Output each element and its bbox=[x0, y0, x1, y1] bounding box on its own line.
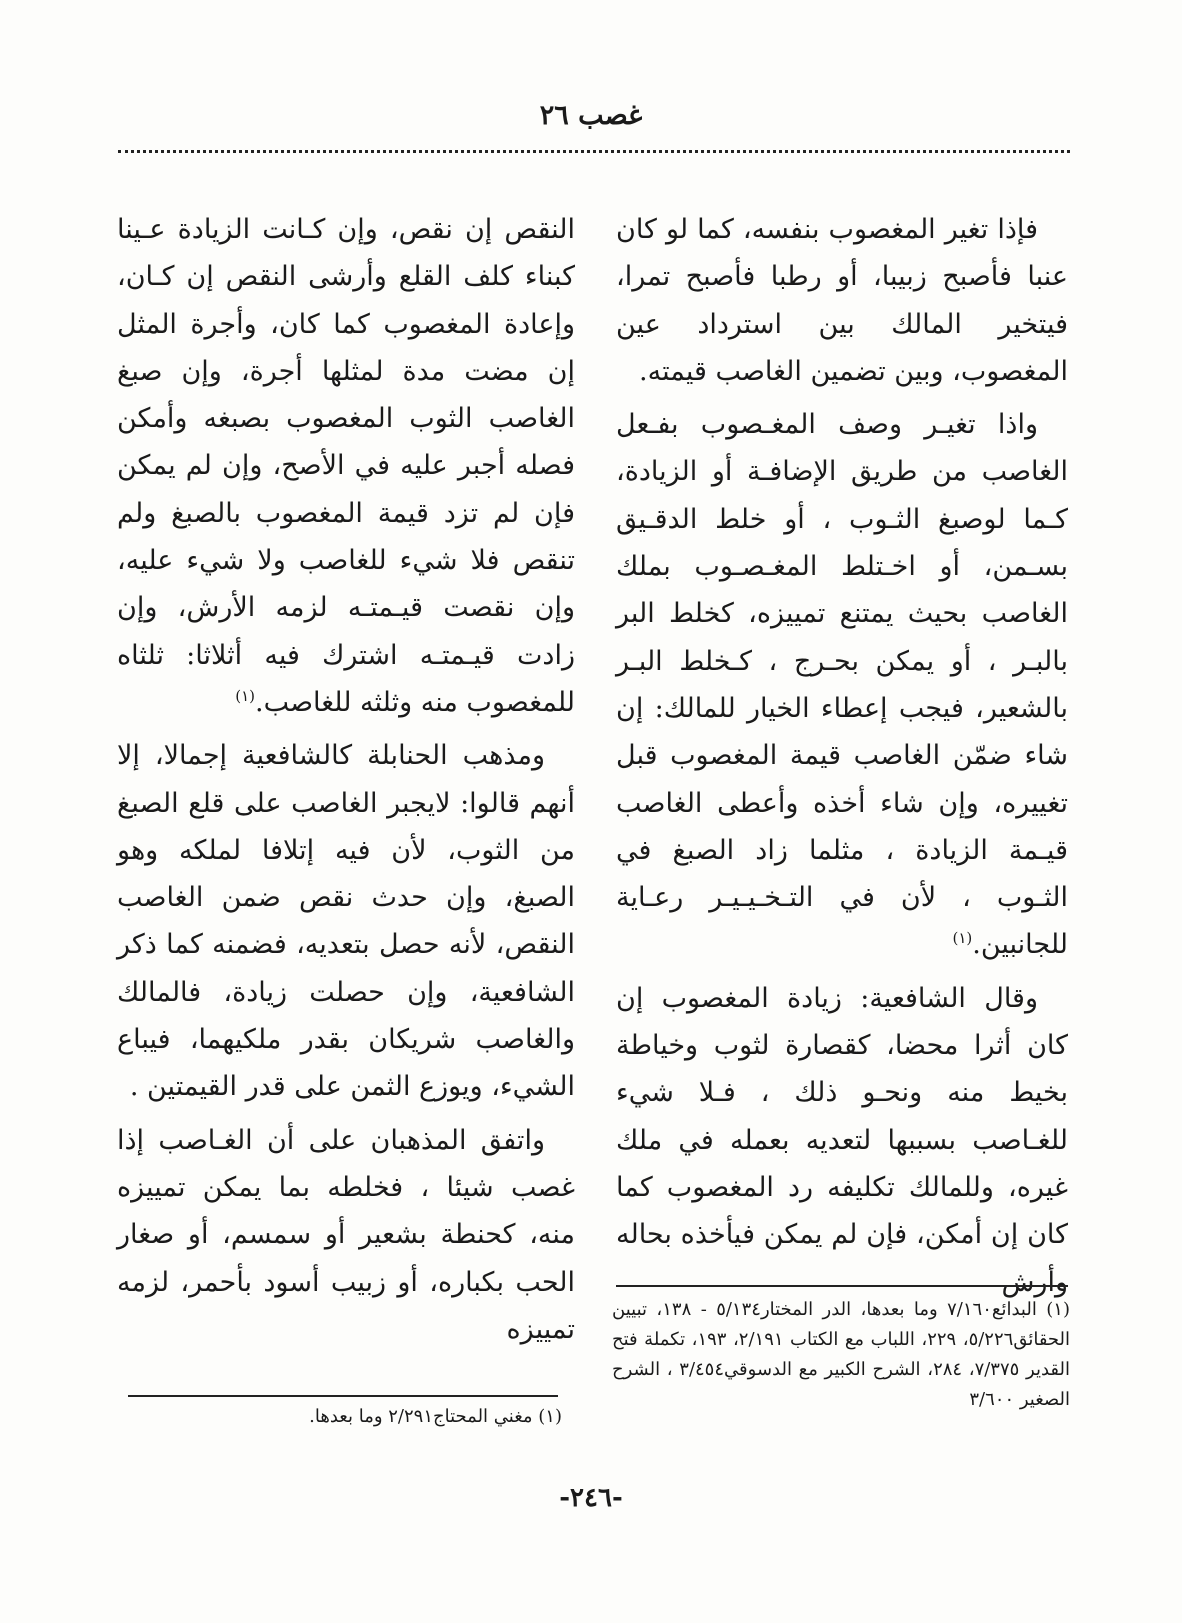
paragraph-text: واتفق المذهبان على أن الغـاصب إذا غصب شيئا ، فخلطه بما يمكن تمييزه منه، كحنطة بشعير أو سمسم، أو صغار الحب بكباره، أو زبيب أسود بأحمر، لزمه تمييزه bbox=[117, 1124, 575, 1345]
paragraph bbox=[117, 732, 575, 1110]
paragraph-text: فإذا تغير المغصوب بنفسه، كما لو كان عنبا فأصبح زبيبا، أو رطبا فأصبح تمرا، فيتخير المالك بين استرداد عين المغصوب، وبين تضمين الغاصب قيمته. bbox=[616, 214, 1068, 387]
header-dotted-rule bbox=[118, 150, 1070, 153]
page-number: -٢٤٦- bbox=[559, 1483, 623, 1513]
paragraph bbox=[117, 206, 575, 726]
footnote-marker: (١) bbox=[952, 929, 973, 948]
paragraph-text: ومذهب الحنابلة كالشافعية إجمالا، إلا أنهم قالوا: لايجبر الغاصب على قلع الصبغ من الثوب، لأن فيه إتلافا لملكه وهو الصبغ، وإن حدث نقص ضمن الغاصب النقص، لأنه حصل بتعديه، فضمنه كما ذكر الشافعية، وإن حصلت زيادة، فالمالك والغاصب شريكان بقدر ملكيهما، فيباع الشيء، ويوزع الثمن على قدر القيمتين . bbox=[117, 740, 575, 1103]
paragraph bbox=[616, 401, 1068, 969]
paragraph bbox=[616, 975, 1068, 1306]
paragraph bbox=[117, 1117, 575, 1353]
footnote-right: (١) البدائع٧/١٦٠ وما بعدها، الدر المختار٥/١٣٤ - ١٣٨، تبيين الحقائق٥/٢٢٦، ٢٢٩، اللباب مع الكتاب ٢/١٩١، ١٩٣، تكملة فتح القدير ٧/٣٧٥، ٢٨٤، الشرح الكبير مع الدسوقي٣/٤٥٤ ، الشرح الصغير ٣/٦٠٠ bbox=[612, 1299, 1071, 1410]
footnote-rule-left bbox=[128, 1395, 558, 1397]
footnote-marker: (١) bbox=[235, 686, 256, 705]
paragraph-text: وقال الشافعية: زيادة المغصوب إن كان أثرا محضا، كقصارة لثوب وخياطة بخيط منه ونحـو ذلك ، فـلا شيء للغـاصب بسببها لتعديه بعمله في ملك غيره، وللمالك تكليفه رد المغصوب كما كان إن أمكن، فإن لم يمكن فيأخذه بحاله وأرش bbox=[616, 982, 1068, 1298]
paragraph-text: واذا تغيـر وصف المغـصوب بفـعل الغاصب من طريق الإضافـة أو الزيادة، كـما لوصبغ الثـوب ، أو خلط الدقـيق بسـمن، أو اخـتلط المغـصـوب بملك الغاصب بحيث يمتنع تمييزه، كخلط البر بالبـر ، أو يمكن بحـرج ، كـخلط البـر بالشعير، فيجب إعطاء الخيار للمالك: إن شاء ضمّن الغاصب قيمة المغصوب قبل تغييره، وإن شاء أخذه وأعطى الغاصب قيـمة الزيادة ، مثلما زاد الصبغ في الثـوب ، لأن في التـخـيـيـر رعـاية للجانبين. bbox=[616, 409, 1068, 961]
footnote-left: (١) مغني المحتاج٢/٢٩١ وما بعدها. bbox=[309, 1406, 562, 1427]
footnote-rule-right bbox=[616, 1285, 1068, 1287]
left-column bbox=[117, 206, 575, 1359]
paragraph bbox=[616, 206, 1068, 395]
paragraph-text: النقص إن نقص، وإن كـانت الزيادة عـينا كبناء كلف القلع وأرشى النقص إن كـان، وإعادة المغصوب كما كان، وأجرة المثل إن مضت مدة لمثلها أجرة، وإن صبغ الغاصب الثوب المغصوب بصبغه وأمكن فصله أجبر عليه في الأصح، وإن لم يمكن فإن لم تزد قيمة المغصوب بالصبغ ولم تنقص فلا شيء للغاصب ولا شيء عليه، وإن نقصت قيـمتـه لزمه الأرش، وإن زادت قيـمتـه اشترك فيه أثلاثا: ثلثاه للمغصوب منه وثلثه للغاصب. bbox=[117, 214, 575, 718]
right-column bbox=[616, 206, 1068, 1312]
running-title: غصب ٢٦ bbox=[539, 100, 643, 131]
